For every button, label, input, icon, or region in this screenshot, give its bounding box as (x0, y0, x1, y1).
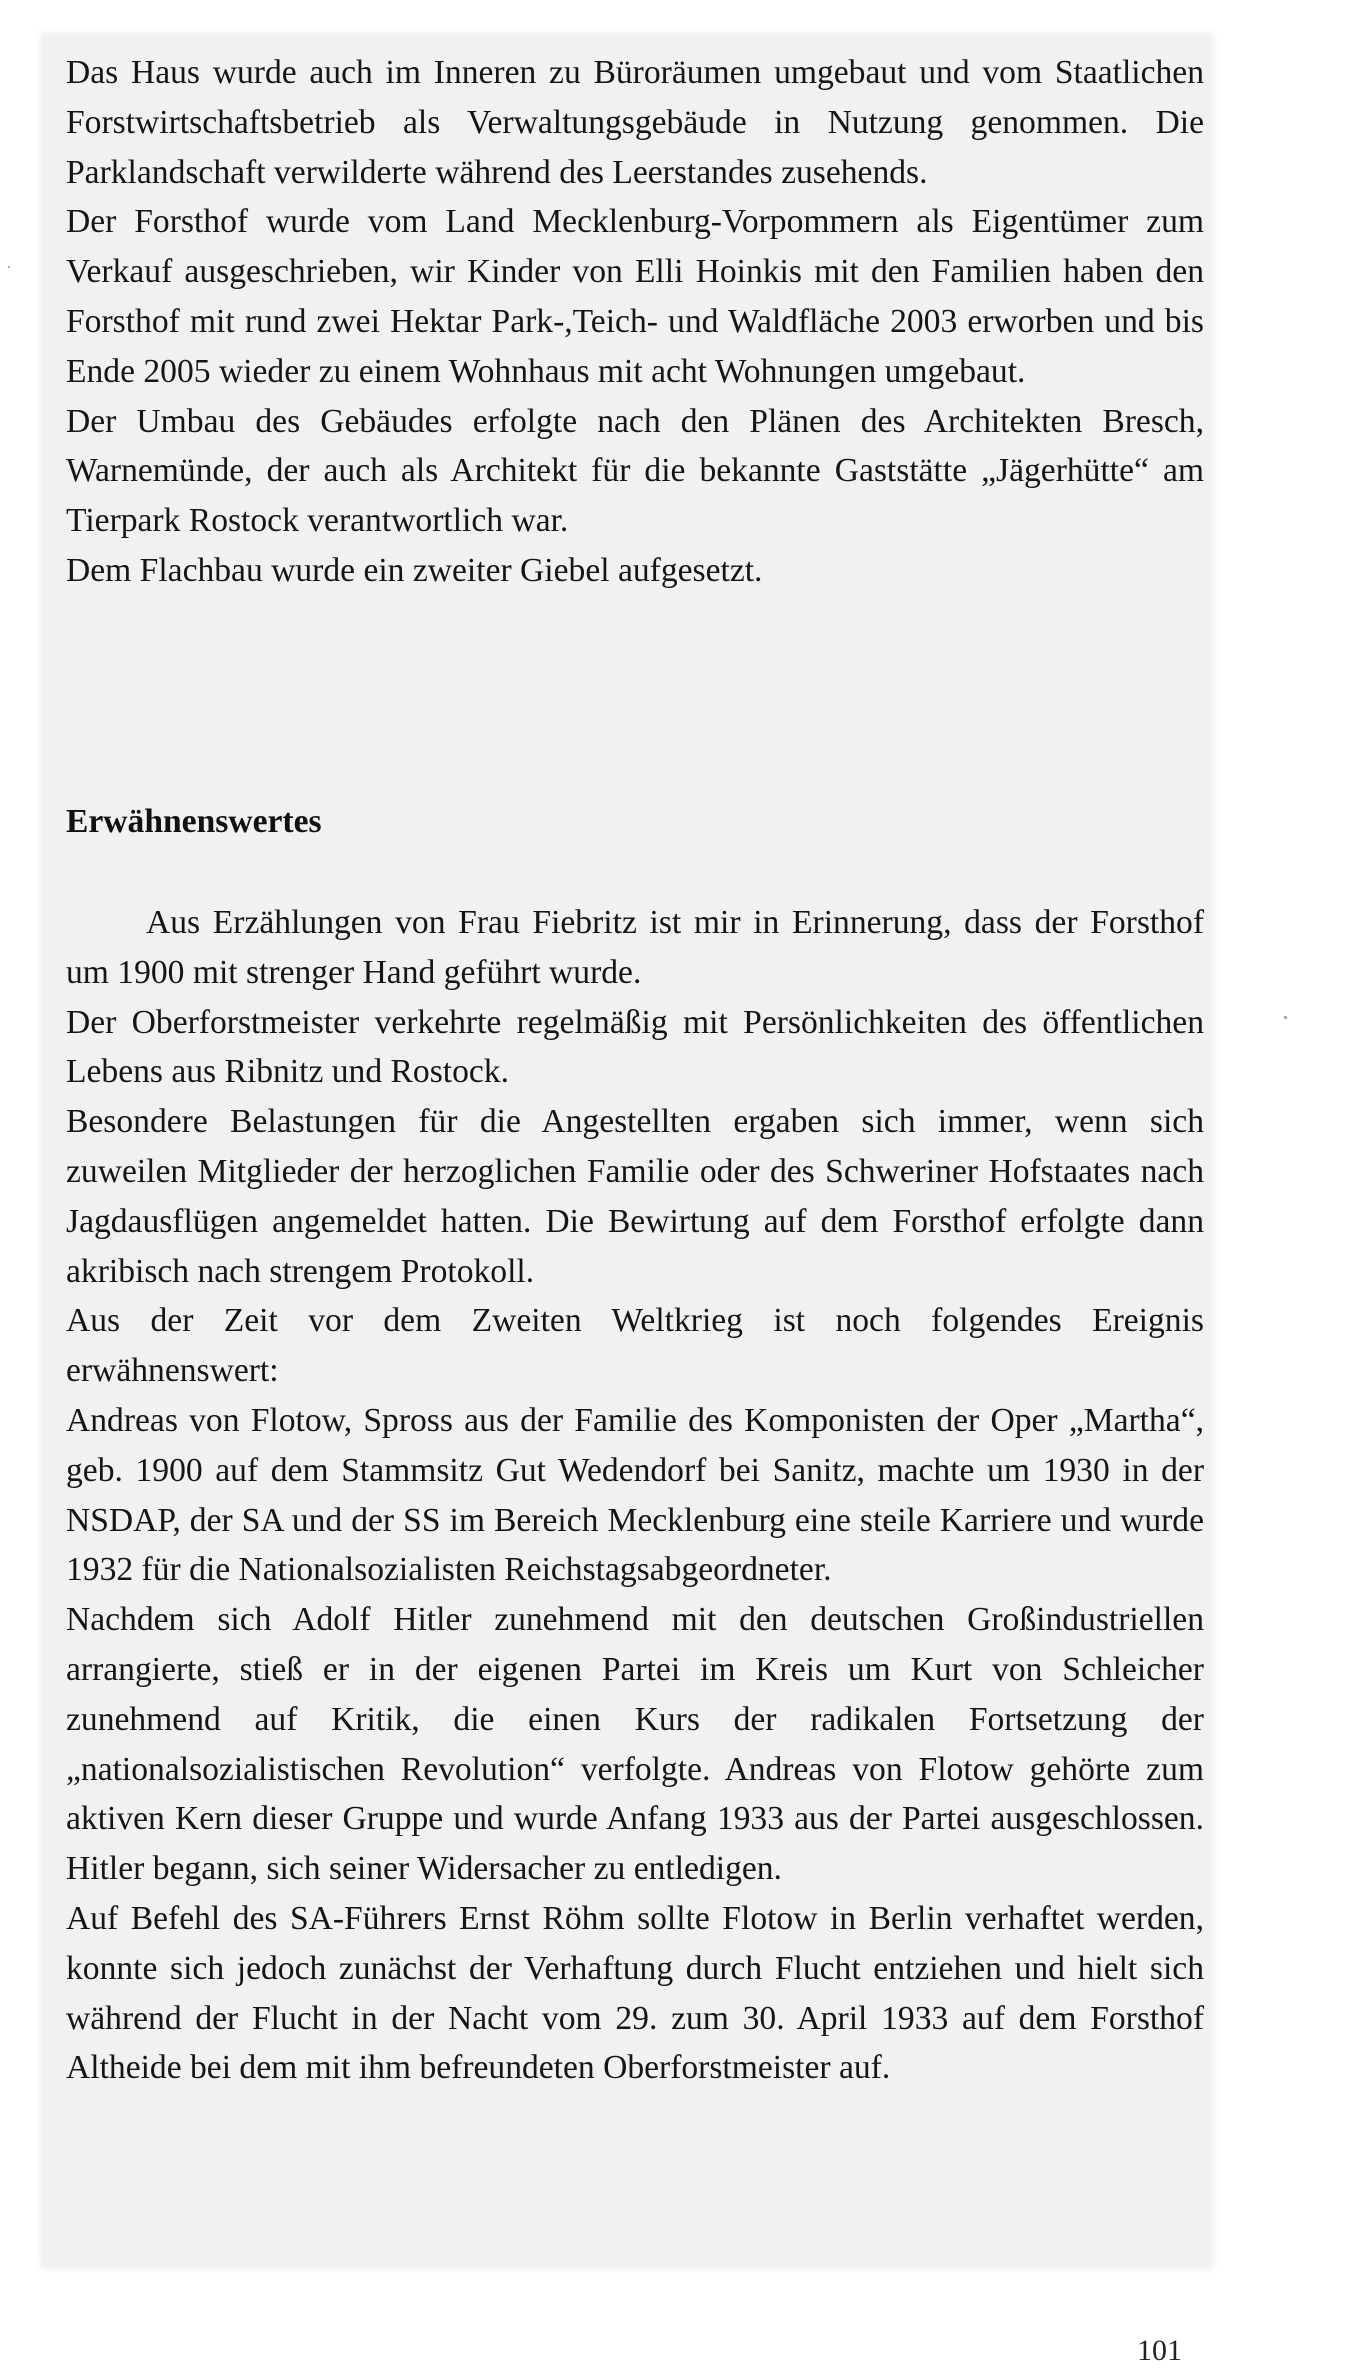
paragraph: Aus der Zeit vor dem Zweiten Weltkrieg ist noch folgendes Ereignis erwähnenswert: (66, 1302, 1204, 1390)
paragraph: Der Umbau des Gebäudes erfolgte nach den Plänen des Architekten Bresch, Warnemünde, der auch als Architekt für die bekannte Gaststätte „Jägerhütte“ am Tierpark Rostock verantwortlich war. (66, 402, 1204, 540)
paragraph: Nachdem sich Adolf Hitler zunehmend mit den deutschen Großindustriellen arrangierte, stieß er in der eigenen Partei im Kreis um Kurt von Schleicher zunehmend auf Kritik, die einen Kurs der radikalen Fortsetzung der „nationalsozialistischen Revolution“ verfolgte. Andreas von Flotow gehörte zum aktiven Kern dieser Gruppe und wurde Anfang 1933 aus der Partei ausgeschlossen. Hitler begann, sich seiner Widersacher zu entledigen. (66, 1601, 1204, 1888)
paragraph: Auf Befehl des SA-Führers Ernst Röhm sollte Flotow in Berlin verhaftet werden, konnte sich jedoch zunächst der Verhaftung durch Flucht entziehen und hielt sich während der Flucht in der Nacht vom 29. zum 30. April 1933 auf dem Forsthof Altheide bei dem mit ihm befreundeten Oberforstmeister auf. (66, 1899, 1204, 2087)
paragraph: Dem Flachbau wurde ein zweiter Giebel aufgesetzt. (66, 551, 763, 589)
section-heading: Erwähnenswertes (66, 803, 322, 840)
section-2-body (66, 898, 1204, 2093)
paragraph: Aus Erzählungen von Frau Fiebritz ist mir in Erinnerung, dass der Forsthof um 1900 mit strenger Hand geführt wurde. (66, 904, 1204, 991)
scan-speck (8, 266, 10, 268)
paragraph: Das Haus wurde auch im Inneren zu Büroräumen umgebaut und vom Staatlichen Forstwirtschaftsbetrieb als Verwaltungsgebäude in Nutzung genommen. Die Parklandschaft verwilderte während des Leerstandes zusehends. (66, 54, 1204, 191)
scan-speck (1284, 1016, 1287, 1019)
section-1-body (66, 48, 1204, 596)
page-number: 101 (1137, 2334, 1182, 2367)
paragraph: Andreas von Flotow, Spross aus der Familie des Komponisten der Oper „Martha“, geb. 1900 auf dem Stammsitz Gut Wedendorf bei Sanitz, machte um 1930 in der NSDAP, der SA und der SS im Bereich Mecklenburg eine steile Karriere und wurde 1932 für die Nationalsozialisten Reichstagsabgeordneter. (66, 1401, 1204, 1589)
paragraph: Der Oberforstmeister verkehrte regelmäßig mit Persönlichkeiten des öffentlichen Lebens aus Ribnitz und Rostock. (66, 1003, 1204, 1091)
paragraph: Besondere Belastungen für die Angestellten ergaben sich immer, wenn sich zuweilen Mitglieder der herzoglichen Familie oder des Schweriner Hofstaates nach Jagdausflügen angemeldet hatten. Die Bewirtung auf dem Forsthof erfolgte dann akribisch nach strengem Protokoll. (66, 1103, 1204, 1290)
paragraph: Der Forsthof wurde vom Land Mecklenburg-Vorpommern als Eigentümer zum Verkauf ausgeschrieben, wir Kinder von Elli Hoinkis mit den Familien haben den Forsthof mit rund zwei Hektar Park-,Teich- und Waldfläche 2003 erworben und bis Ende 2005 wieder zu einem Wohnhaus mit acht Wohnungen umgebaut. (66, 203, 1204, 390)
